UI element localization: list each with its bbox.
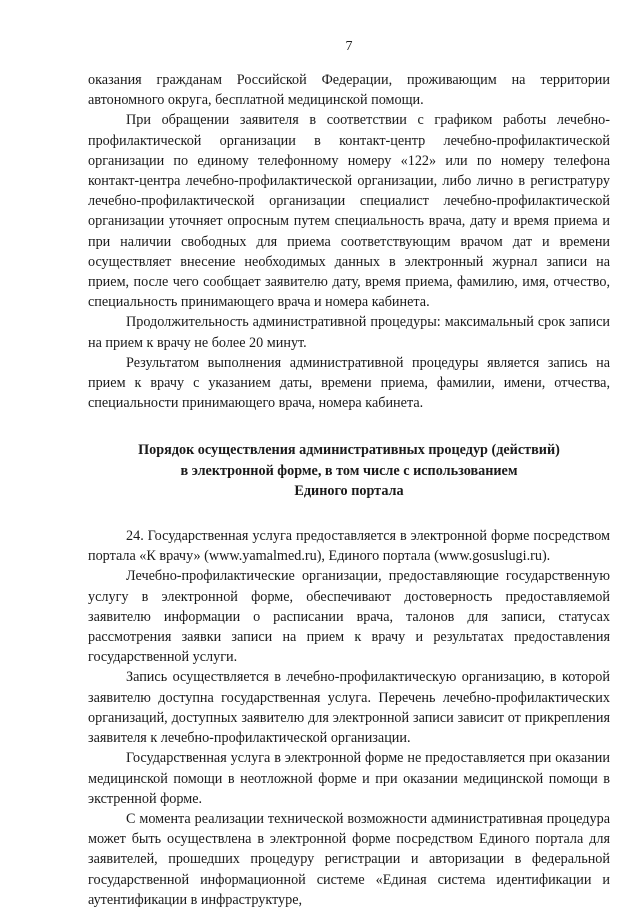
paragraph-enrollment: Запись осуществляется в лечебно-профилактическую организацию, в которой заявителю доступна государственная услуга. Перечень лечебно-профилактических организаций, доступных заявителю для электронной записи зависит от прикрепления заявителя к лечебно-профилактической организации. (88, 669, 610, 747)
paragraph-procedure-result: Результатом выполнения административной процедуры является запись на прием к врачу с указанием даты, времени приема, фамилии, имени, отчества, специальности принимающего врача, номера кабинета. (88, 354, 610, 412)
page-number: 7 (345, 39, 353, 54)
paragraph-continuation: оказания гражданам Российской Федерации, проживающим на территории автономного округа, бесплатной медицинской помощи. (88, 72, 610, 109)
section-heading-line-3: Единого портала (294, 482, 404, 499)
paragraph-procedure-duration: Продолжительность административной процедуры: максимальный срок записи на прием к врачу не более 20 минут. (88, 314, 610, 351)
paragraph-information-accuracy: Лечебно-профилактические организации, предоставляющие государственную услугу в электронной форме, обеспечивают достоверность предоставляемой заявителю информации о расписании врача, талонов для записи, статусах рассмотрения заявки записи на прием к врачу и результатах предоставления государственной услуги. (88, 568, 610, 666)
paragraph-appointment-procedure: При обращении заявителя в соответствии с графиком работы лечебно-профилактической организации в контакт-центр лечебно-профилактической организации по единому телефонному номеру «122» или по номеру телефона контакт-центра лечебно-профилактической организации, либо лично в регистратуру лечебно-профилактической организации специалист лечебно-профилактической организации уточняет опросным путем специальность врача, дату и время приема и при наличии свободных для приема соответствующим врачом дат и времени осуществляет внесение необходимых данных в электронный журнал записи на прием, после чего сообщает заявителю дату, время приема, фамилию, имя, отчество, специальность принимающего врача и номера кабинета. (88, 112, 610, 311)
document-page (88, 0, 610, 908)
section-heading-line-2: в электронной форме, в том числе с использованием (180, 462, 518, 479)
paragraph-unified-portal: С момента реализации технической возможности административная процедура может быть осуществлена в электронной форме посредством Единого портала для заявителей, прошедших процедуру регистрации и авторизации в федеральной государственной информационной системе «Единая система идентификации и аутентификации в инфраструктуре, (88, 810, 610, 908)
section-heading (88, 440, 610, 501)
document-body (88, 70, 610, 910)
paragraph-electronic-form: 24. Государственная услуга предоставляется в электронной форме посредством портала «К врачу» (www.yamalmed.ru), Единого портала (www.gosuslugi.ru). (88, 528, 610, 565)
paragraph-emergency-exclusion: Государственная услуга в электронной форме не предоставляется при оказании медицинской помощи в неотложной форме и при оказании медицинской помощи в экстренной форме. (88, 750, 610, 807)
section-heading-line-1: Порядок осуществления административных процедур (действий) (138, 442, 560, 459)
